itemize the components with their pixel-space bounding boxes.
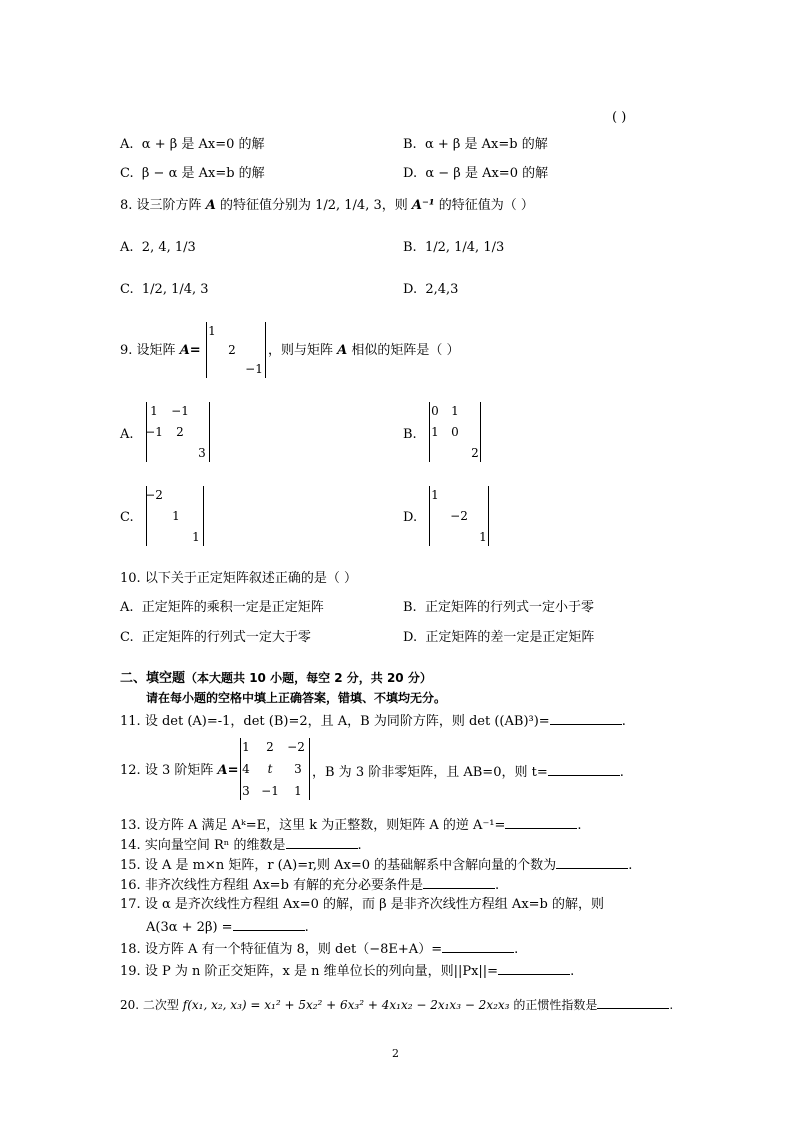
matrix-entry: −1	[261, 784, 279, 798]
stem-text: 的特征值分别为	[219, 198, 311, 213]
q8-option-a	[120, 240, 196, 256]
question-text: 设 3 阶矩阵	[144, 763, 214, 778]
option-label: D.	[403, 282, 418, 297]
matrix-entry: −1	[171, 404, 189, 418]
question-number: 10.	[120, 571, 141, 586]
question-text: 设 det (A)=-1，det (B)=2，且 A，B 为同阶方阵，则 det ((AB)³)=	[144, 714, 550, 729]
matrix-entry: 1	[479, 530, 487, 544]
stem-text: 以下关于正定矩阵叙述正确的是（ ）	[144, 571, 357, 586]
option-label: C.	[120, 630, 134, 645]
quadratic-form: f(x₁, x₂, x₃) = x₁² + 5x₂² + 6x₃² + 4x₁x₂ − 2x₁x₃ − 2x₂x₃	[182, 998, 510, 1012]
option-text: 正定矩阵的行列式一定大于零	[141, 630, 311, 645]
question-number: 12.	[120, 763, 141, 778]
answer-blank[interactable]	[498, 962, 570, 975]
q17-line2	[146, 918, 309, 936]
stem-text: ，则与矩阵	[268, 343, 334, 358]
matrix-entry: 3	[198, 446, 206, 460]
matrix-entry: −2	[450, 509, 468, 523]
q10-option-b	[403, 600, 594, 616]
option-text: β − α 是 Ax=b 的解	[141, 166, 265, 181]
stem-text: 设矩阵	[136, 343, 176, 358]
question-number: 15.	[120, 858, 141, 873]
q8-stem	[120, 198, 534, 214]
matrix-entry: 4	[242, 762, 250, 776]
matrix-entry: 3	[242, 784, 250, 798]
question-number: 14.	[120, 838, 141, 853]
q18	[120, 940, 518, 958]
q10-stem	[120, 571, 357, 587]
q20	[120, 996, 673, 1013]
question-text: 设方阵 A 有一个特征值为 8，则 det（−8E+A）=	[144, 942, 443, 957]
question-number: 13.	[120, 818, 141, 833]
q7-option-c	[120, 166, 265, 182]
option-text: 正定矩阵的行列式一定小于零	[424, 600, 594, 615]
answer-blank[interactable]	[597, 996, 669, 1009]
stem-text: ，则	[381, 198, 408, 213]
matrix-entry: 2	[266, 740, 274, 754]
option-label: A.	[120, 137, 134, 152]
q9-option-b-matrix	[429, 402, 481, 462]
section-info: （本大题共 10 小题，每空 2 分，共 20 分）	[185, 671, 432, 685]
q7-option-d	[403, 166, 548, 182]
matrix-entry: 1	[242, 740, 250, 754]
matrix-entry: −1	[245, 362, 263, 376]
q7-answer-paren: ( )	[612, 110, 627, 125]
matrix-entry: 1	[208, 324, 216, 338]
option-text: 2,4,3	[425, 282, 459, 297]
q8-option-b	[403, 240, 504, 256]
matrix-entry: 2	[471, 446, 479, 460]
question-text: ，B 为 3 阶非零矩阵，且 AB=0，则 t=	[312, 765, 548, 780]
question-text: 二次型	[142, 998, 179, 1012]
stem-text: 相似的矩阵是（ ）	[351, 343, 460, 358]
option-label: D.	[403, 166, 418, 181]
option-text: α + β 是 Ax=b 的解	[424, 137, 548, 152]
question-end: .	[619, 765, 624, 780]
question-text: 非齐次线性方程组 Ax=b 有解的充分必要条件是	[144, 878, 424, 893]
q7-option-b	[403, 137, 548, 153]
q9-stem-pre	[120, 343, 201, 359]
option-label: A.	[120, 600, 134, 615]
q9-option-c-matrix	[146, 486, 204, 546]
option-text: α − β 是 Ax=0 的解	[425, 166, 549, 181]
q9-option-a-matrix	[146, 402, 210, 462]
q9-option-b-label: B.	[403, 427, 417, 442]
question-end: .	[357, 838, 362, 853]
matrix-entry: 1	[172, 509, 180, 523]
option-label: A.	[120, 240, 134, 255]
question-end: .	[577, 818, 582, 833]
answer-blank[interactable]	[548, 763, 620, 776]
answer-blank[interactable]	[550, 712, 622, 725]
q19	[120, 962, 574, 980]
var-a: A	[205, 198, 216, 213]
matrix-entry: −2	[287, 740, 305, 754]
option-text: 2, 4, 1/3	[141, 240, 196, 255]
stem-text: 设三阶方阵	[136, 198, 202, 213]
question-text: 实向量空间 Rⁿ 的维数是	[144, 838, 286, 853]
q9-matrix-a	[206, 322, 266, 378]
var-a: A=	[179, 343, 201, 358]
question-end: .	[570, 964, 575, 979]
question-end: .	[621, 714, 626, 729]
q8-option-c	[120, 282, 209, 298]
question-end: .	[514, 942, 519, 957]
question-number: 18.	[120, 942, 141, 957]
question-text: 设 α 是齐次线性方程组 Ax=0 的解，而 β 是非齐次线性方程组 Ax=b 的解，则	[144, 897, 604, 912]
question-end: .	[495, 878, 500, 893]
q17-line1	[120, 897, 604, 913]
option-label: C.	[120, 282, 134, 297]
answer-blank[interactable]	[505, 816, 577, 829]
var-a-inverse: A⁻¹	[411, 198, 435, 213]
answer-blank[interactable]	[423, 876, 495, 889]
question-number: 17.	[120, 897, 141, 912]
q12-pre	[120, 763, 239, 779]
section-title: 二、填空题	[120, 671, 186, 686]
question-number: 11.	[120, 714, 141, 729]
q9-option-d-label: D.	[403, 510, 418, 525]
question-text: 设 A 是 m×n 矩阵，r (A)=r,则 Ax=0 的基础解系中含解向量的个数为	[144, 858, 557, 873]
matrix-entry: 0	[451, 425, 459, 439]
option-label: B.	[403, 240, 417, 255]
question-text: 设 P 为 n 阶正交矩阵，x 是 n 维单位长的列向量，则||Px||=	[144, 964, 499, 979]
matrix-entry: 0	[431, 404, 439, 418]
option-label: B.	[403, 600, 417, 615]
section-heading	[120, 670, 432, 687]
q11	[120, 712, 626, 730]
question-text: 的正惯性指数是	[513, 998, 598, 1012]
page-number: 2	[392, 1047, 399, 1060]
question-number: 8.	[120, 198, 133, 213]
matrix-entry: 2	[176, 425, 184, 439]
matrix-entry: −2	[145, 488, 163, 502]
question-end: .	[304, 920, 309, 935]
question-number: 9.	[120, 343, 133, 358]
q9-stem-post	[268, 343, 460, 359]
answer-blank[interactable]	[442, 940, 514, 953]
section-instruction: 请在每小题的空格中填上正确答案，错填、不填均无分。	[146, 691, 447, 705]
eigenvalues: 1/2, 1/4, 3	[315, 198, 382, 213]
q9-option-d-matrix	[429, 486, 489, 546]
question-end: .	[628, 858, 633, 873]
option-label: B.	[403, 137, 417, 152]
option-text: 1/2, 1/4, 3	[141, 282, 209, 297]
matrix-entry: 1	[451, 404, 459, 418]
q10-option-c	[120, 630, 311, 646]
matrix-entry: 1	[150, 404, 158, 418]
q15	[120, 856, 632, 874]
option-text: 正定矩阵的差一定是正定矩阵	[425, 630, 595, 645]
q12-post	[312, 763, 624, 781]
q12-matrix	[240, 738, 310, 800]
answer-blank[interactable]	[556, 856, 628, 869]
option-text: 正定矩阵的乘积一定是正定矩阵	[141, 600, 324, 615]
option-text: α + β 是 Ax=0 的解	[141, 137, 265, 152]
q14	[120, 836, 362, 854]
matrix-entry: 2	[228, 343, 236, 357]
matrix-entry: 3	[294, 762, 302, 776]
answer-blank[interactable]	[286, 836, 358, 849]
q7-option-a	[120, 137, 265, 153]
q10-option-d	[403, 630, 594, 646]
stem-text: 的特征值为（ ）	[438, 198, 534, 213]
matrix-entry: 1	[431, 488, 439, 502]
q10-option-a	[120, 600, 324, 616]
q9-option-c-label: C.	[120, 510, 134, 525]
matrix-entry: 1	[294, 784, 302, 798]
q9-option-a-label: A.	[120, 427, 134, 442]
matrix-entry: −1	[145, 425, 163, 439]
q13	[120, 816, 582, 834]
option-label: C.	[120, 166, 134, 181]
question-end: .	[669, 998, 674, 1012]
q16	[120, 876, 499, 894]
var-a: A=	[217, 763, 239, 778]
question-text: A(3α + 2β) =	[146, 920, 233, 935]
answer-blank[interactable]	[233, 918, 305, 931]
matrix-entry: t	[267, 762, 273, 776]
question-number: 20.	[120, 998, 140, 1012]
option-label: D.	[403, 630, 418, 645]
option-text: 1/2, 1/4, 1/3	[424, 240, 505, 255]
question-number: 16.	[120, 878, 141, 893]
question-text: 设方阵 A 满足 Aᵏ=E，这里 k 为正整数，则矩阵 A 的逆 A⁻¹=	[144, 818, 506, 833]
var-a: A	[337, 343, 348, 358]
question-number: 19.	[120, 964, 141, 979]
matrix-entry: 1	[431, 425, 439, 439]
q8-option-d	[403, 282, 458, 298]
matrix-entry: 1	[192, 530, 200, 544]
